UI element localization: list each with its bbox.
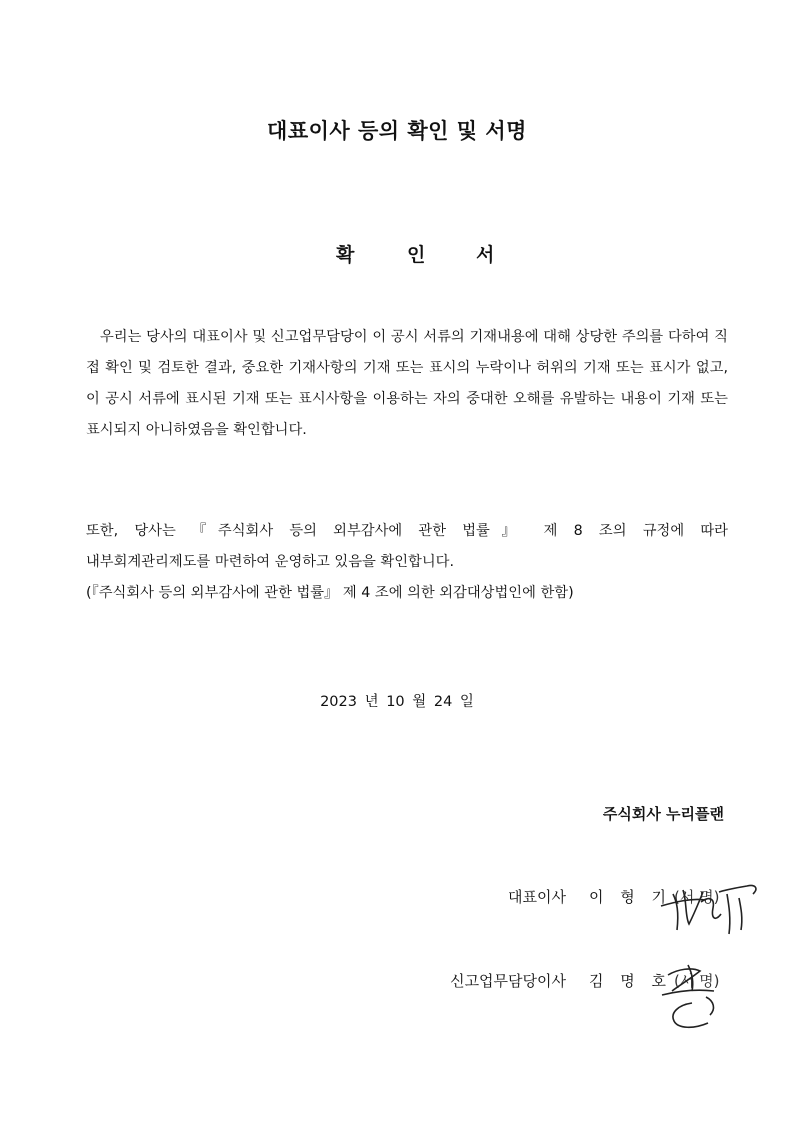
document-title: 대표이사 등의 확인 및 서명 [267,119,527,143]
signature-mark: (서 명) [674,888,720,906]
signer-name: 김 명 호 [589,972,673,990]
handwritten-signature-filing-officer [648,955,743,1035]
company-name: 주식회사 누리플랜 [602,805,724,823]
subtitle [0,240,794,268]
confirmation-paragraph [86,322,728,446]
subtitle-char-1: 확 [336,244,355,266]
signer-role: 신고업무담당이사 [450,972,566,990]
internal-control-paragraph [86,516,728,578]
signer-name: 이 형 기 [589,888,673,906]
paragraph-2-line-1: 또한, 당사는 『주식회사 등의 외부감사에 관한 법률』 제 8 조의 규정에 따라 [86,523,728,539]
scope-note: (『주식회사 등의 외부감사에 관한 법률』 제 4 조에 의한 외감대상법인에 한함) [86,585,574,601]
paragraph-1-text: 우리는 당사의 대표이사 및 신고업무담당이 이 공시 서류의 기재내용에 대해 상당한 주의를 다하여 직접 확인 및 검토한 결과, 중요한 기재사항의 기재 또는 표시의 누락이나 허위의 기재 또는 표시가 없고, 이 공시 서류에 표시된 기재 또는 표시사항을 이용하는 자의 중대한 오해를 유발하는 내용이 기재 또는 표시되지 아니하였음을 확인합니다. [86,329,728,438]
subtitle-char-3: 서 [476,244,495,266]
paragraph-2-line-2: 내부회계관리제도를 마련하여 운영하고 있음을 확인합니다. [86,554,454,570]
subtitle-char-2: 인 [407,244,426,266]
signature-mark: (서 명) [674,972,720,990]
document-date: 2023 년 10 월 24 일 [320,694,474,710]
handwritten-signature-ceo [655,872,765,942]
signer-role: 대표이사 [508,888,566,906]
